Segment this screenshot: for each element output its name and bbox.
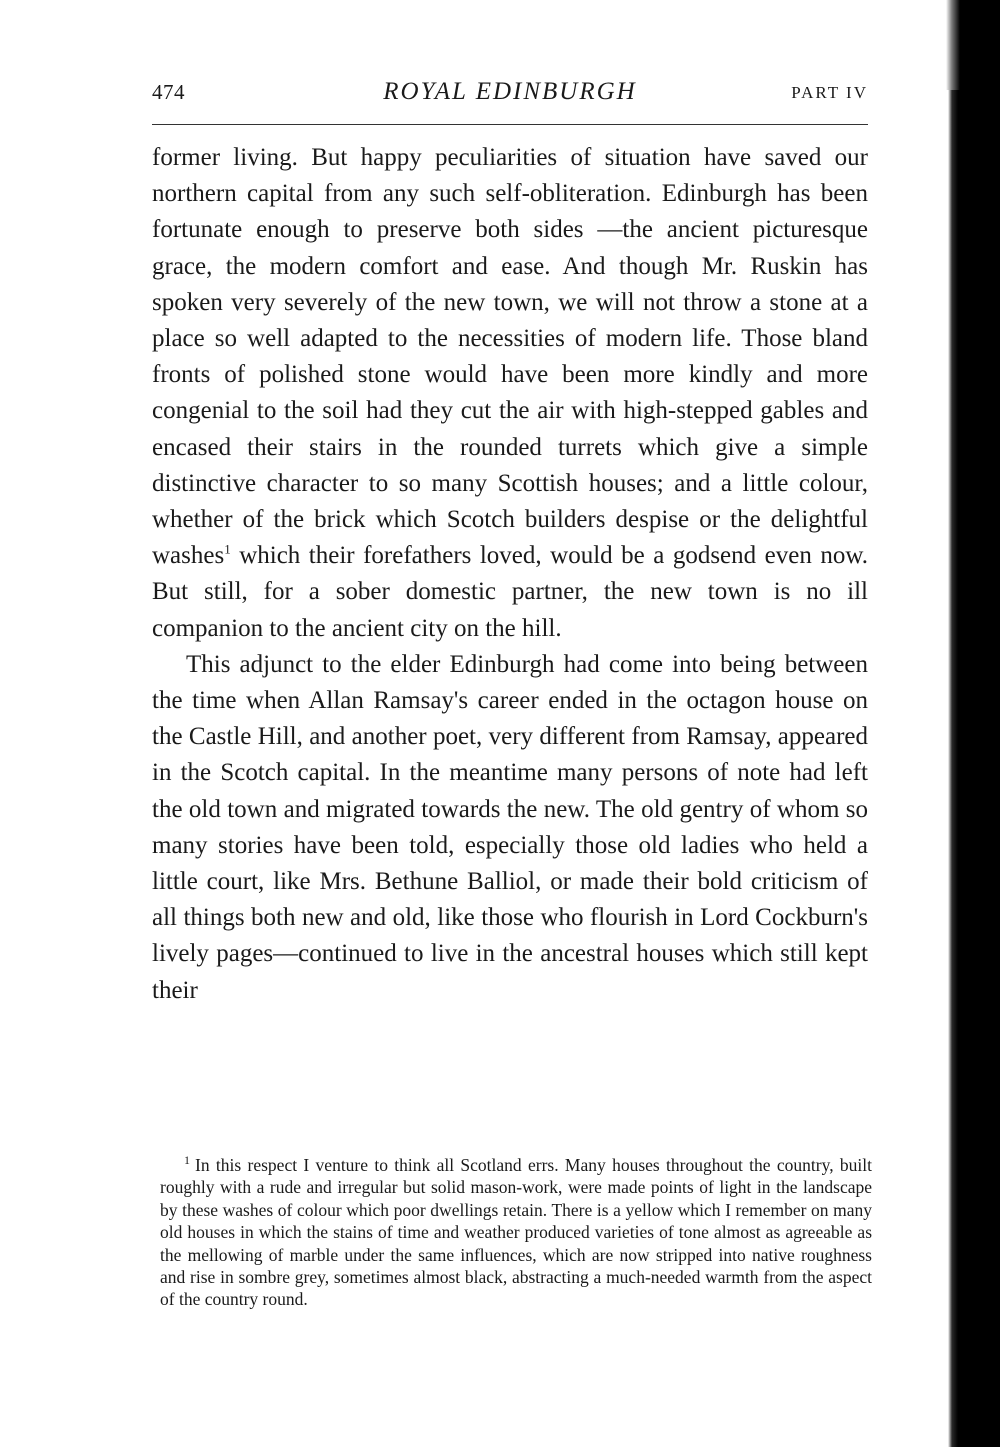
header-rule	[152, 124, 868, 125]
scanned-page-edge-top	[946, 0, 960, 90]
running-title: ROYAL EDINBURGH	[383, 78, 637, 105]
footnote-number: 1	[184, 1153, 190, 1168]
scanned-page-edge	[948, 0, 1000, 1447]
footnote-text: In this respect I venture to think all Scotland errs. Many houses throughout the country, built roughly with a rude and irregular but solid mason-work, were made points of light in the landscape by these washes of colour which poor dwellings retain. There is a yellow which I remember on many old houses in which the stains of time and weather produced varieties of tone almost as agreeable as the mellowing of marble under the same influences, which are now stripped into native roughness and rise in sombre grey, sometimes almost black, abstracting a much-needed warmth from the aspect of the country round.	[160, 1155, 872, 1310]
body-text	[152, 140, 868, 1009]
paragraph-1	[152, 140, 868, 647]
page-number: 474	[152, 80, 185, 104]
page-header	[152, 80, 868, 116]
part-label: PART IV	[791, 83, 868, 102]
paragraph-2: This adjunct to the elder Edinburgh had come into being between the time when Allan Ramsay's career ended in the octagon house on the Castle Hill, and another poet, very different from Ramsay, appeared in the Scotch capital. In the meantime many persons of note had left the old town and migrated towards the new. The old gentry of whom so many stories have been told, especially those old ladies who held a little court, like Mrs. Bethune Balliol, or made their bold criticism of all things both new and old, like those who flourish in Lord Cockburn's lively pages—continued to live in the ancestral houses which still kept their	[152, 650, 868, 1004]
footnote-reference: 1	[224, 541, 231, 557]
paragraph-1-text-a: former living. But happy peculiarities of situation have saved our northern capital from any such self-obliteration. Edinburgh has been fortunate enough to preserve both sides —the ancient picturesque grace, the modern comfort and ease. And though Mr. Ruskin has spoken very severely of the new town, we will not throw a stone at a place so well adapted to the necessities of modern life. Those bland fronts of polished stone would have been more kindly and more congenial to the soil had they cut the air with high-stepped gables and encased their stairs in the rounded turrets which give a simple distinctive character to so many Scottish houses; and a little colour, whether of the brick which Scotch builders despise or the delightful washes	[152, 144, 868, 570]
footnotes	[160, 1154, 872, 1311]
paragraph-1-text-b: which their forefathers loved, would be a godsend even now. But still, for a sober domestic partner, the new town is no ill companion to the ancient city on the hill.	[152, 542, 868, 642]
footnote-1	[160, 1154, 872, 1311]
